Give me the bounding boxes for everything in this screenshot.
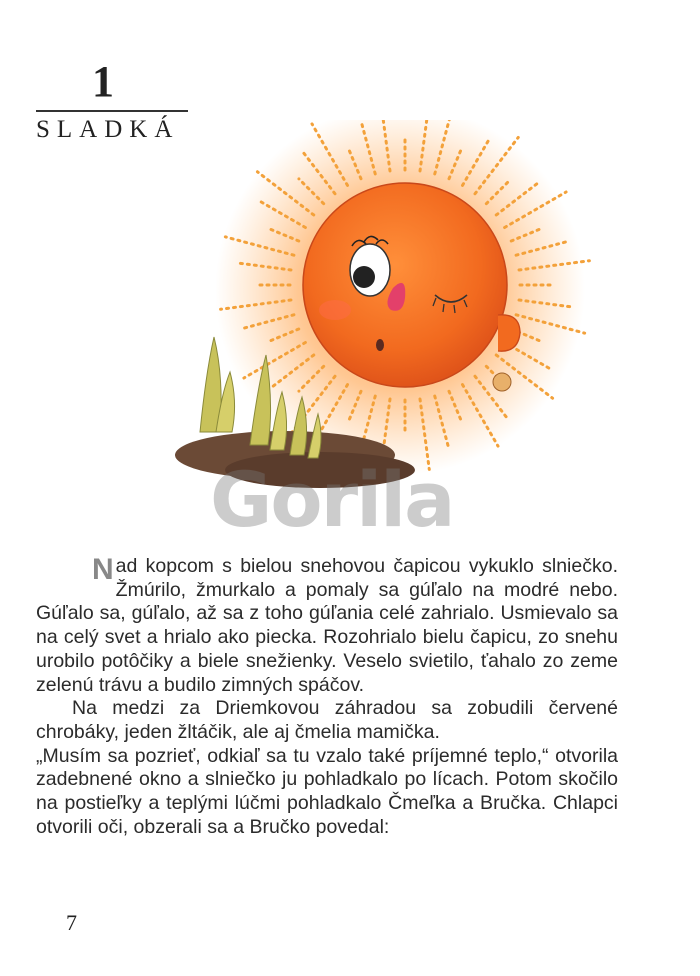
page-number: 7 <box>66 910 77 935</box>
paragraph: „Musím sa pozrieť, odkiaľ sa tu vzalo také príjemné teplo,“ otvorila zadebnené okno a slniečko ju pohladkalo po lícach. Potom skočilo na postieľky a teplými lúčmi pohladkalo Čmeľka a Bručka. Chlapci otvorili oči, obzerali sa a Bručko povedal: <box>36 744 618 838</box>
chapter-title: SLADKÁ <box>36 116 180 143</box>
chapter-number: 1 <box>92 57 114 106</box>
chapter-rule <box>36 110 188 112</box>
paragraph: Na medzi za Driemkovou záhradou sa zobudili červené chrobáky, jeden žltáčik, ale aj čmelia mamička. <box>36 697 618 743</box>
body-text <box>36 555 618 839</box>
watermark: Gorila <box>210 455 454 544</box>
paragraph: Nad kopcom s bielou snehovou čapicou vykuklo slniečko. Žmúrilo, žmurkalo a pomaly sa gúľalo na modré nebo. Gúľalo sa, gúľalo, až sa z toho gúľania celé zahrialo. Usmievalo sa na celý svet a hrialo ako piecka. Rozohrialo bielu čapicu, zo snehu urobilo potôčiky a biele snežienky. Veselo svietilo, ťahalo zo zeme zelenú trávu a budilo zimných spáčov. <box>36 553 618 696</box>
